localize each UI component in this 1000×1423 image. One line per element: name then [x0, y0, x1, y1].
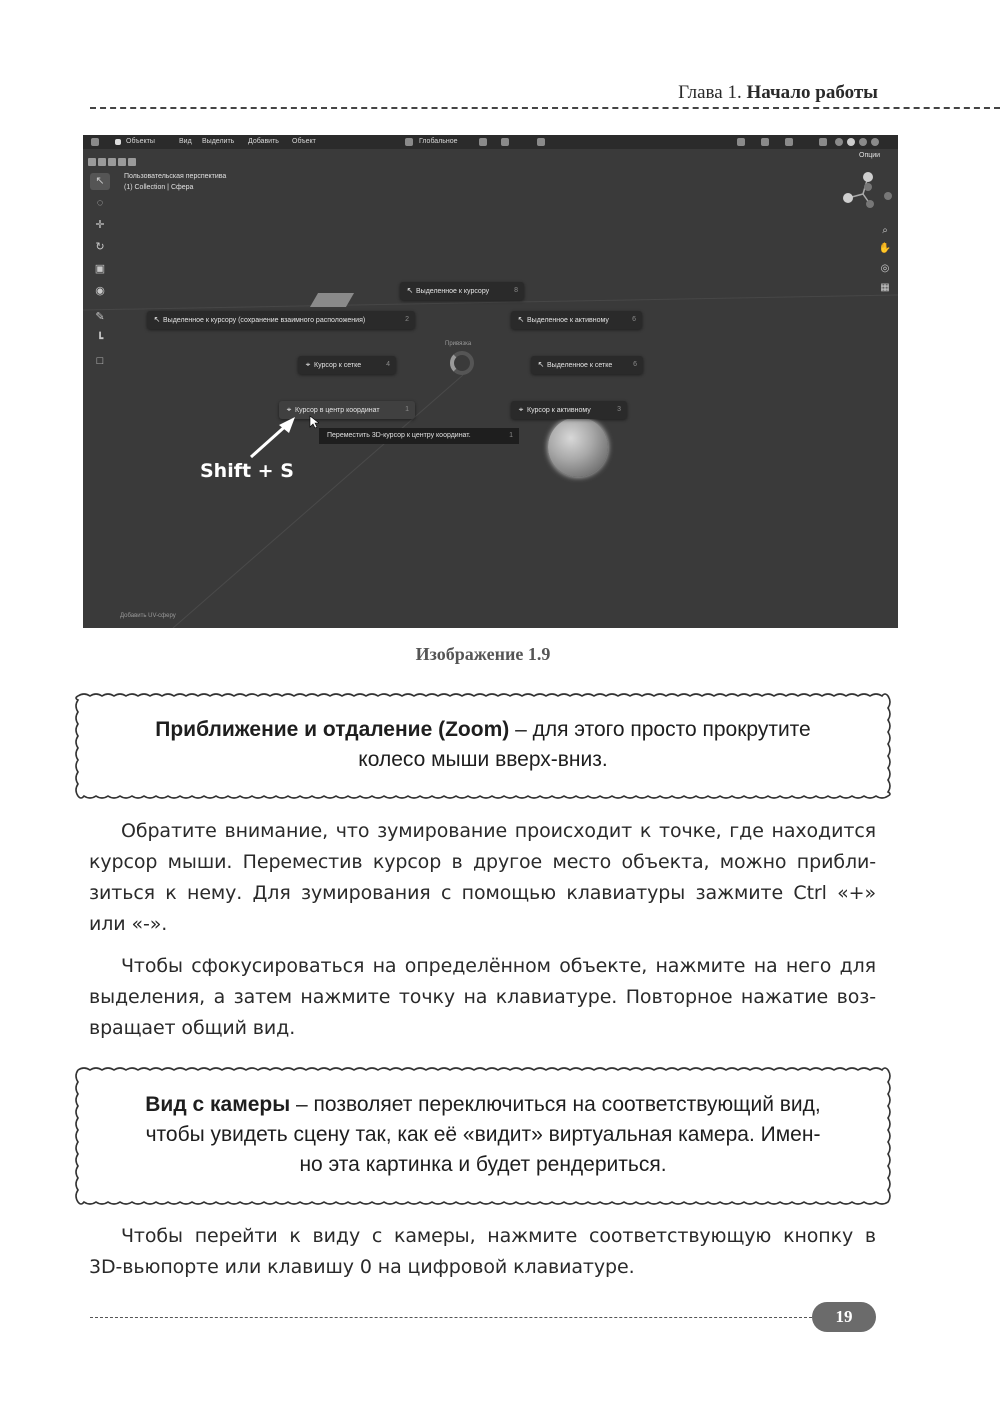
pie-item-label: Курсор к сетке: [314, 362, 362, 369]
pie-item-label: Выделенное к сетке: [547, 362, 613, 369]
hotkey-number: 8: [514, 287, 518, 294]
pie-item-label: Курсор к активному: [527, 407, 591, 414]
pie-item-selection-to-active[interactable]: [511, 311, 642, 329]
p1-line1: Обратите внимание, что зумирование происходит к точке, где находится: [121, 820, 876, 842]
tooltip-hotkey: 1: [509, 432, 513, 439]
p1-line2: курсор мыши. Переместив курсор в другое место объекта, можно прибли-: [89, 851, 876, 873]
last-operation-panel[interactable]: Добавить UV-сферу: [120, 613, 176, 619]
hotkey-number: 3: [617, 406, 621, 413]
note-box-camera: [88, 1090, 878, 1180]
active-object-label: (1) Collection | Сфера: [124, 184, 194, 191]
figure-caption: Изображение 1.9: [415, 644, 551, 664]
view-menu[interactable]: Вид: [179, 138, 192, 145]
pie-item-label: Курсор в центр координат: [295, 407, 380, 414]
annotate-tool-icon[interactable]: ✎: [95, 311, 105, 323]
crosshair-icon: ⌖: [305, 360, 311, 369]
scene-guides: [83, 135, 898, 628]
crosshair-icon: ⌖: [518, 405, 524, 414]
pie-item-selection-to-cursor-offset[interactable]: [147, 311, 415, 329]
p3-line2: 3D-вьюпорте или клавишу 0 на цифровой клавиатуре.: [89, 1256, 635, 1278]
note-camera-line3: но эта картинка и будет рендериться.: [299, 1153, 667, 1176]
transform-orientation-dropdown[interactable]: Глобальное: [419, 138, 458, 145]
pie-menu-title: Привязка: [445, 341, 472, 347]
object-menu[interactable]: Объект: [292, 138, 316, 145]
pie-item-cursor-to-grid[interactable]: [298, 356, 396, 374]
zoom-icon[interactable]: ⌕: [882, 225, 888, 236]
objects-mode-menu[interactable]: Объекты: [126, 138, 155, 145]
cursor-tool-icon[interactable]: ◌: [96, 197, 104, 209]
paragraph-zoom-cursor: [89, 816, 876, 940]
pie-item-label: Выделенное к активному: [527, 317, 609, 324]
hotkey-number: 2: [405, 316, 409, 323]
footer-divider: [90, 1317, 812, 1318]
operator-tooltip: [319, 428, 519, 444]
pan-hand-icon[interactable]: ✋: [878, 243, 892, 254]
rotate-tool-icon[interactable]: ↻: [95, 241, 105, 253]
cursor-icon: ↖: [537, 360, 545, 369]
header-divider: [90, 107, 1000, 109]
measure-tool-icon[interactable]: ┗: [96, 333, 104, 345]
select-tool-icon[interactable]: ↖: [90, 173, 110, 190]
annotation-arrow: [243, 415, 303, 465]
pie-item-label: Выделенное к курсору (сохранение взаимного расположения): [163, 317, 366, 324]
move-tool-icon[interactable]: ✛: [95, 219, 105, 231]
blender-screenshot: [83, 135, 898, 628]
p1-line3: зиться к нему. Для зумирования с помощью клавиатуры зажмите Ctrl «+»: [89, 882, 876, 904]
hotkey-number: 1: [405, 406, 409, 413]
chapter-title: Начало работы: [746, 82, 878, 103]
pie-item-selection-to-grid[interactable]: [531, 356, 643, 374]
add-cube-tool-icon[interactable]: □: [96, 355, 104, 367]
mouse-pointer-icon: [309, 415, 319, 429]
crosshair-icon: ⌖: [286, 405, 292, 414]
select-menu[interactable]: Выделить: [202, 138, 235, 145]
camera-view-icon[interactable]: ◎: [880, 263, 890, 274]
chapter-label: Глава 1.: [678, 82, 742, 103]
running-header: [560, 82, 878, 104]
note-zoom-line1: [90, 715, 876, 745]
pie-item-selection-to-cursor[interactable]: [400, 282, 524, 300]
shortcut-annotation: Shift + S: [200, 460, 294, 482]
note-camera-term: Вид с камеры: [145, 1093, 291, 1116]
note-camera-text: – позволяет переключиться на соответствующий вид,: [290, 1093, 821, 1116]
hotkey-number: 6: [633, 361, 637, 368]
note-camera-line2: чтобы увидеть сцену так, как её «видит» виртуальная камера. Имен-: [145, 1123, 821, 1146]
note-zoom-term: Приближение и отдаление (Zoom): [155, 718, 510, 741]
p3-line1: Чтобы перейти к виду с камеры, нажмите соответствующую кнопку в: [121, 1225, 876, 1247]
add-menu[interactable]: Добавить: [248, 138, 279, 145]
cursor-icon: ↖: [517, 315, 525, 324]
pie-menu-direction: [450, 351, 474, 375]
scale-tool-icon[interactable]: ▣: [94, 263, 106, 275]
note-zoom-line2: колесо мыши вверх-вниз.: [358, 748, 608, 771]
transform-tool-icon[interactable]: ◉: [95, 285, 105, 297]
note-camera-line1: [88, 1090, 878, 1120]
p2-line2: выделения, а затем нажмите точку на клавиатуре. Повторное нажатие воз-: [89, 986, 876, 1008]
tooltip-text: Переместить 3D-курсор к центру координат.: [327, 432, 471, 439]
uv-sphere-object: [548, 417, 608, 477]
view-perspective-label: Пользовательская перспектива: [124, 173, 227, 180]
pie-item-label: Выделенное к курсору: [416, 288, 490, 295]
paragraph-camera-view: [89, 1221, 876, 1283]
cursor-icon: ↖: [406, 286, 414, 295]
note-zoom-text: – для этого просто прокрутите: [509, 718, 811, 741]
page-number: 19: [812, 1302, 876, 1332]
ortho-grid-icon[interactable]: ▦: [880, 282, 890, 293]
hotkey-number: 6: [632, 316, 636, 323]
paragraph-focus: [89, 951, 876, 1044]
pie-item-cursor-to-active[interactable]: [511, 401, 627, 419]
p2-line1: Чтобы сфокусироваться на определённом объекте, нажмите на него для: [121, 955, 876, 977]
note-box-zoom: [90, 715, 876, 775]
cursor-icon: ↖: [153, 315, 161, 324]
p2-line3: вращает общий вид.: [89, 1017, 296, 1039]
hotkey-number: 4: [386, 361, 390, 368]
p1-line4: или «-».: [89, 913, 168, 935]
options-dropdown[interactable]: Опции: [859, 152, 881, 159]
